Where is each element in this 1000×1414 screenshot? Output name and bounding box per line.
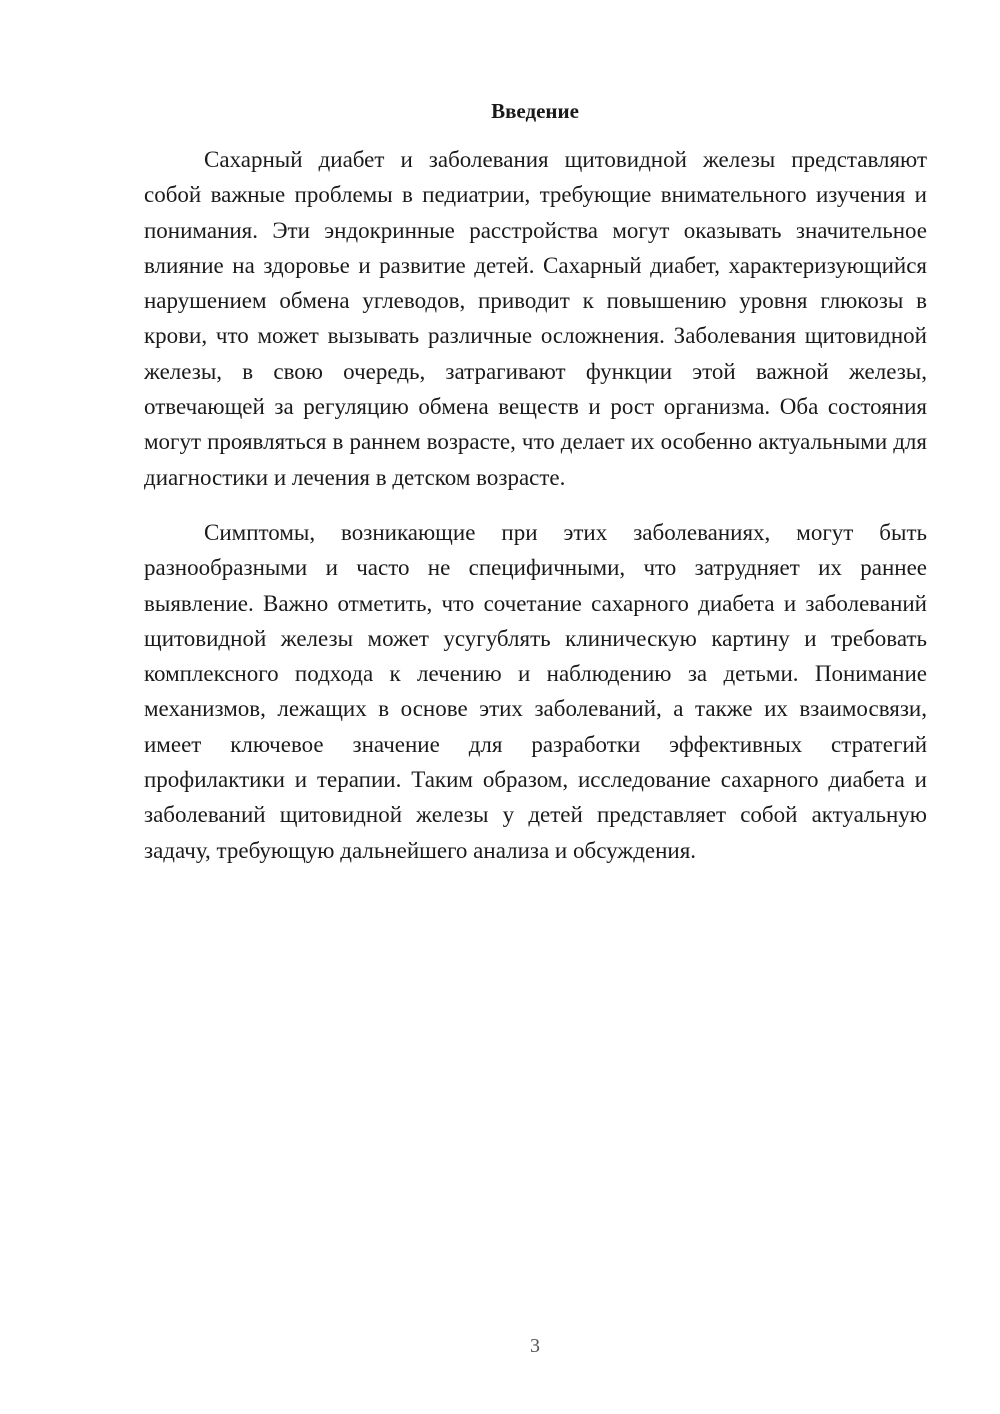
section-heading: Введение [491,99,579,123]
paragraph-1: Сахарный диабет и заболевания щитовидной железы представляют собой важные проблемы в педиатрии, требующие внимательного изучения и понимания. Эти эндокринные расстройства могут оказывать значительное влияние на здоровье и развитие детей. Сахарный диабет, характеризующийся нарушением обмена углеводов, приводит к повышению уровня глюкозы в крови, что может вызывать различные осложнения. Заболевания щитовидной железы, в свою очередь, затрагивают функции этой важной железы, отвечающей за регуляцию обмена веществ и рост организма. Оба состояния могут проявляться в раннем возрасте, что делает их особенно актуальными для диагностики и лечения в детском возрасте. [144,147,927,490]
page-number: 3 [530,1335,540,1357]
body-text [144,142,927,868]
paragraph-2: Симптомы, возникающие при этих заболеваниях, могут быть разнообразными и часто не специфичными, что затрудняет их раннее выявление. Важно отметить, что сочетание сахарного диабета и заболеваний щитовидной железы может усугублять клиническую картину и требовать комплексного подхода к лечению и наблюдению за детьми. Понимание механизмов, лежащих в основе этих заболеваний, а также их взаимосвязи, имеет ключевое значение для разработки эффективных стратегий профилактики и терапии. Таким образом, исследование сахарного диабета и заболеваний щитовидной железы у детей представляет собой актуальную задачу, требующую дальнейшего анализа и обсуждения. [144,519,927,863]
